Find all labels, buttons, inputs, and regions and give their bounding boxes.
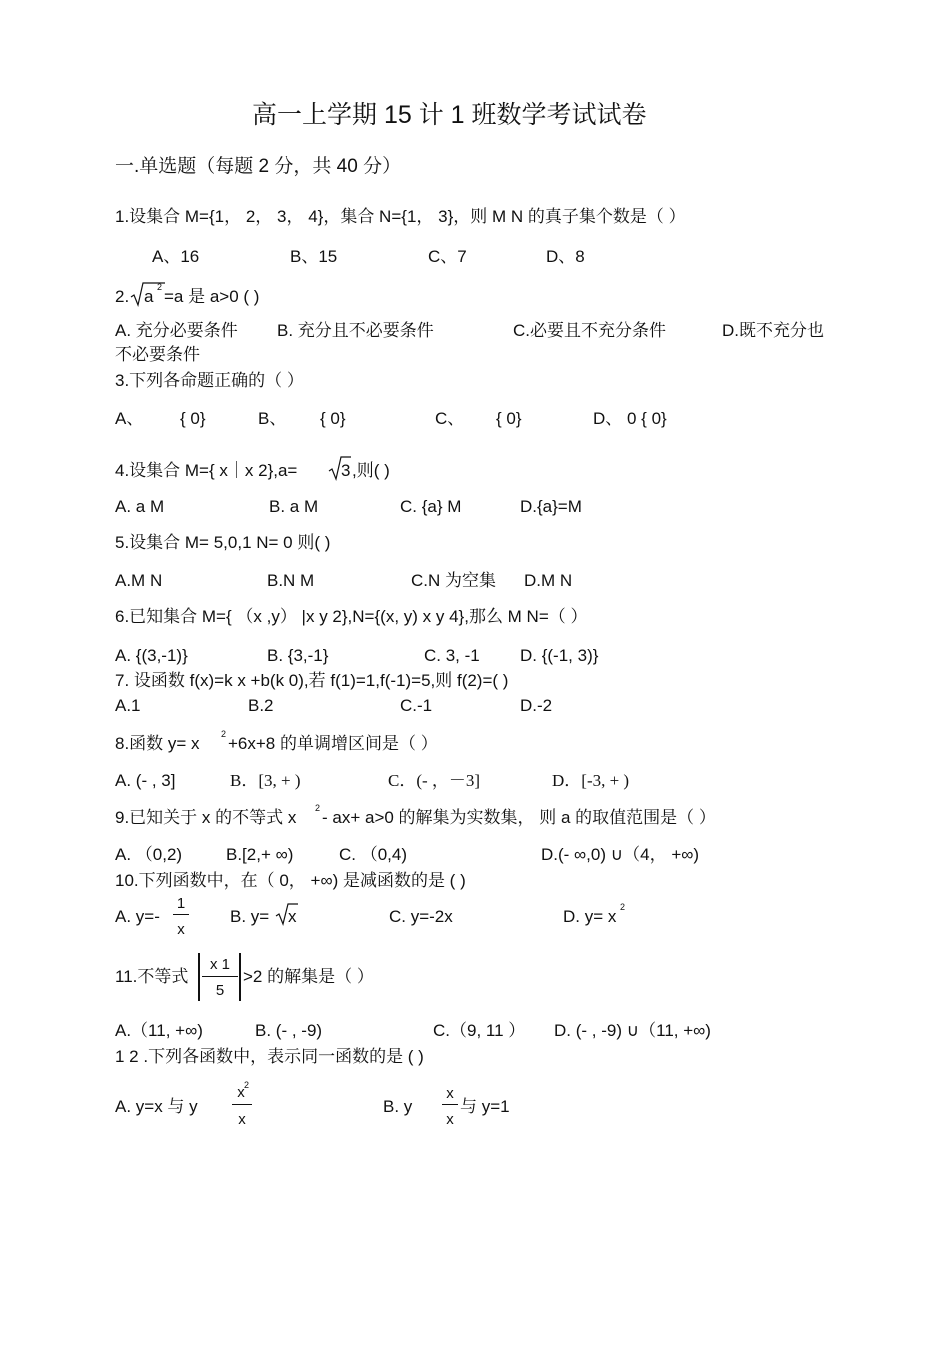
question-6-stem: 6.已知集合 M={ （x ,y） |x y 2},N={(x, y) x y 4},那么 M N=（ ） [115, 607, 588, 626]
question-4-option-c: C. {a} M [400, 497, 462, 516]
question-11-numerator: x 1 [209, 956, 230, 973]
question-8-stem-part1: 8.函数 y= x [115, 734, 200, 753]
section-heading: 一.单选题（每题 2 分，共 40 分） [115, 156, 402, 177]
question-10-stem: 10.下列函数中，在（ 0， +∞) 是减函数的是 ( ) [115, 871, 466, 890]
question-12-stem: 1 2 .下列各函数中，表示同一函数的是 ( ) [115, 1047, 424, 1066]
question-2-option-d: D.既不充分也 [722, 321, 824, 340]
question-2-prefix: 2. [115, 287, 130, 306]
question-10-option-b-radicand: x [288, 907, 297, 926]
question-1-option-c: C、7 [428, 247, 467, 266]
question-12-option-a-exponent: 2 [244, 1080, 250, 1090]
question-4-option-b: B. a M [269, 497, 319, 516]
question-3-option-c: C、 [435, 409, 465, 428]
question-12-option-a-denominator: x [238, 1111, 246, 1128]
question-8-stem-part2: +6x+8 的单调增区间是（ ） [228, 734, 438, 753]
question-12-option-a: A. y=x 与 y [115, 1097, 198, 1116]
question-12-option-b-numerator: x [446, 1085, 454, 1102]
question-2-exponent: 2 [157, 282, 163, 292]
question-11-option-c: C.（9, 11 ） [433, 1021, 526, 1040]
question-5-option-a: A.M N [115, 571, 163, 590]
question-9-option-b: B.[2,+ ∞) [226, 845, 294, 864]
question-8-option-b: B．[3, + ) [230, 771, 301, 790]
question-11-option-d: D. (- , -9) ∪（11, +∞) [554, 1021, 711, 1040]
question-4-stem-part2: ,则( ) [352, 461, 390, 480]
question-7-option-a: A.1 [115, 696, 141, 715]
question-1-option-b: B、15 [290, 247, 338, 266]
question-4-option-a: A. a M [115, 497, 165, 516]
question-8-exponent: 2 [221, 729, 227, 739]
question-10-option-a-denominator: x [177, 921, 185, 938]
question-10-option-a-numerator: 1 [176, 895, 186, 912]
fraction-bar [173, 914, 189, 915]
question-11-denominator: 5 [215, 982, 225, 999]
question-3-stem: 3.下列各命题正确的（ ） [115, 371, 304, 390]
question-7-option-d: D.-2 [520, 696, 553, 715]
fraction-bar [232, 1104, 252, 1105]
fraction-bar [202, 976, 238, 977]
question-2-rest: =a 是 a>0 ( ) [164, 287, 260, 306]
question-10-option-d-exponent: 2 [620, 902, 626, 912]
question-3-option-d: D、 0 { 0} [593, 409, 667, 428]
question-12-option-b-rest: 与 y=1 [460, 1097, 510, 1116]
question-12-option-b: B. y [383, 1097, 413, 1116]
absolute-value-bar-left [198, 953, 200, 1001]
question-9-option-c: C. （0,4) [339, 845, 408, 864]
question-10-option-a: A. y=- [115, 907, 160, 926]
exam-title: 高一上学期 15 计 1 班数学考试试卷 [252, 101, 647, 129]
question-10-option-c: C. y=-2x [389, 907, 453, 926]
question-11-rest: >2 的解集是（ ） [243, 967, 374, 986]
question-5-stem: 5.设集合 M= 5,0,1 N= 0 则( ) [115, 533, 331, 552]
question-8-option-a: A. (- , 3] [115, 771, 176, 790]
question-7-stem: 7. 设函数 f(x)=k x +b(k 0),若 f(1)=1,f(-1)=5,则 f(2)=( ) [115, 671, 509, 690]
question-2-option-b: B. 充分且不必要条件 [277, 321, 434, 340]
question-4-stem-part1: 4.设集合 M={ x｜x 2},a= [115, 461, 298, 480]
question-9-option-a: A. （0,2) [115, 845, 183, 864]
question-4-option-d: D.{a}=M [520, 497, 582, 516]
question-10-option-b: B. y= [230, 907, 270, 926]
question-4-radicand: 3 [341, 461, 351, 480]
question-10-option-d: D. y= x [563, 907, 617, 926]
question-11-prefix: 11.不等式 [115, 967, 189, 986]
question-1-option-d: D、8 [546, 247, 585, 266]
question-6-option-b: B. {3,-1} [267, 646, 329, 665]
question-3-option-a-set: { 0} [180, 409, 206, 428]
question-3-option-c-set: { 0} [496, 409, 522, 428]
question-1-option-a: A、16 [152, 247, 200, 266]
question-2-radicand: a [144, 287, 154, 306]
question-3-option-b-set: { 0} [320, 409, 346, 428]
question-8-option-c: C．(- ，－3] [388, 771, 481, 790]
fraction-bar [442, 1104, 458, 1105]
question-9-stem-part2: - ax+ a>0 的解集为实数集， 则 a 的取值范围是（ ） [322, 808, 716, 827]
question-11-option-a: A.（11, +∞) [115, 1021, 203, 1040]
question-5-option-b: B.N M [267, 571, 315, 590]
absolute-value-bar-right [239, 953, 241, 1001]
question-1-stem: 1.设集合 M={1， 2， 3， 4}，集合 N={1， 3}，则 M N 的真子集个数是（ ） [115, 207, 686, 226]
question-9-option-d: D.(- ∞,0) ∪（4， +∞) [541, 845, 700, 864]
question-8-option-d: D．[-3, + ) [552, 771, 630, 790]
question-3-option-b: B、 [258, 409, 287, 428]
question-6-option-a: A. {(3,-1)} [115, 646, 188, 665]
question-6-option-d: D. {(-1, 3)} [520, 646, 599, 665]
question-3-option-a: A、 [115, 409, 144, 428]
question-7-option-b: B.2 [248, 696, 274, 715]
question-9-exponent: 2 [315, 803, 321, 813]
question-11-option-b: B. (- , -9) [255, 1021, 323, 1040]
question-9-stem-part1: 9.已知关于 x 的不等式 x [115, 808, 297, 827]
question-7-option-c: C.-1 [400, 696, 433, 715]
question-12-option-a-numerator: x [237, 1084, 245, 1101]
question-2-option-c: C.必要且不充分条件 [513, 321, 666, 340]
question-5-option-c: C.N 为空集 [411, 571, 496, 590]
question-2-option-a: A. 充分必要条件 [115, 321, 238, 340]
question-2-option-d-wrap: 不必要条件 [115, 345, 200, 364]
question-6-option-c: C. 3, -1 [424, 646, 480, 665]
question-12-option-b-denominator: x [446, 1111, 454, 1128]
question-5-option-d: D.M N [524, 571, 573, 590]
